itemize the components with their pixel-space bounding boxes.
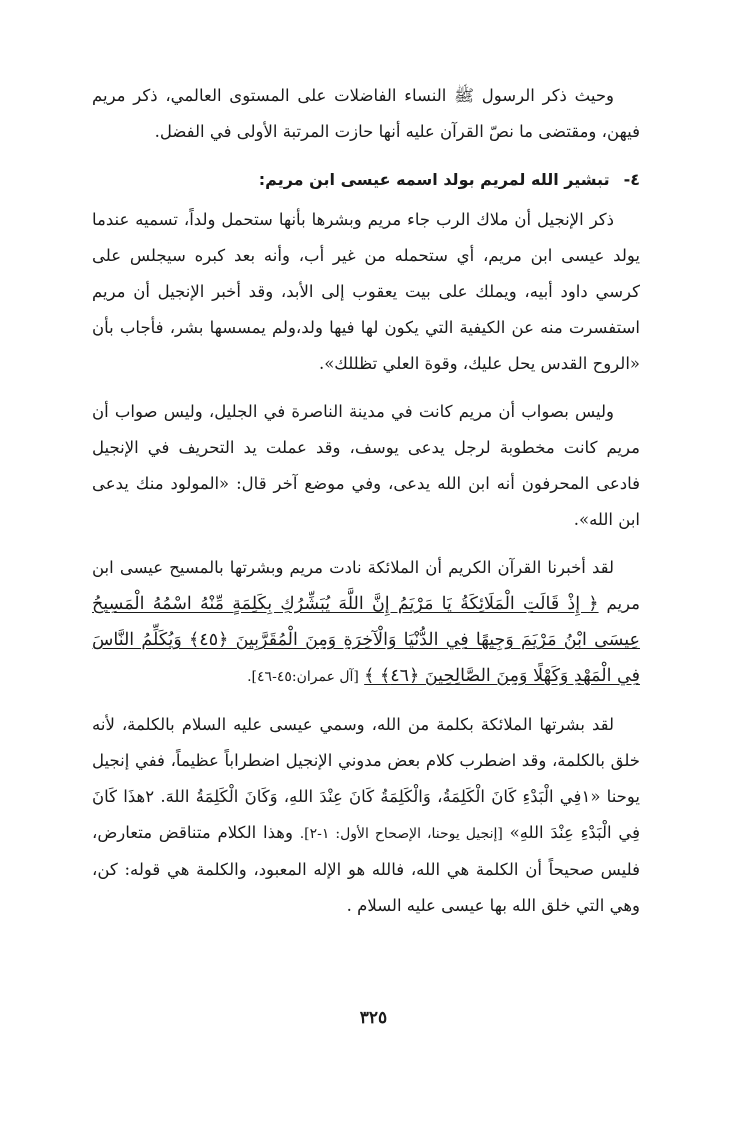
section-heading xyxy=(92,162,640,198)
paragraph-4-intro: لقد أخبرنا القرآن الكريم أن الملائكة نادت مريم وبشرتها بالمسيح عيسى ابن مريم xyxy=(92,558,640,613)
section-title: تبشير الله لمريم بولد اسمه عيسى ابن مريم: xyxy=(258,170,610,189)
paragraph-1: وحيث ذكر الرسول ﷺ النساء الفاضلات على المستوى العالمي، ذكر مريم فيهن، ومقتضى ما نصّ القرآن عليه أنها حازت المرتبة الأولى في الفضل. xyxy=(92,86,640,141)
verse-reference: [آل عمران:٤٥-٤٦]. xyxy=(247,669,359,685)
paragraph-3: وليس بصواب أن مريم كانت في مدينة الناصرة في الجليل، وليس صواب أن مريم كانت مخطوبة لرجل يدعى يوسف، وقد عملت يد التحريف في الإنجيل فادعى المحرفون أنه ابن الله يدعى، وفي موضع آخر قال: «المولود منك يدعى ابن الله». xyxy=(92,402,640,529)
paragraph-5-part2: وهذا الكلام متناقض متعارض، فليس صحيحاً أن الكلمة هي الله، فالله هو الإله المعبود، والكلمة هي قوله: كن، وهي التي خلق الله بها عيسى عليه السلام . xyxy=(92,823,640,915)
page-number: ٣٢٥ xyxy=(359,1008,388,1028)
paragraph-5 xyxy=(92,707,640,924)
quran-verse: ﴿ إِذْ قَالَتِ الْمَلَائِكَةُ يَا مَرْيَمُ إِنَّ اللَّهَ يُبَشِّرُكِ بِكَلِمَةٍ مِّنْهُ اسْمُهُ الْمَسِيحُ عِيسَى ابْنُ مَرْيَمَ وَجِيهًا فِي الدُّنْيَا وَالْآخِرَةِ وَمِنَ الْمُقَرَّبِينَ ﴿٤٥﴾ وَيُكَلِّمُ النَّاسَ فِي الْمَهْدِ وَكَهْلًا وَمِنَ الصَّالِحِينَ ﴿٤٦﴾ ﴾ xyxy=(92,594,640,686)
gospel-reference: [إنجيل يوحنا، الإصحاح الأول: ١-٢]. xyxy=(299,826,503,842)
paragraph-4 xyxy=(92,550,640,695)
paragraph-2: ذكر الإنجيل أن ملاك الرب جاء مريم وبشرها بأنها ستحمل ولداً، تسميه عندما يولد عيسى ابن مريم، أي ستحمله من غير أب، وأنه بعد كبره سيجلس على كرسي داود أبيه، ويملك على بيت يعقوب إلى الأبد، وقد أخبر الإنجيل أن مريم استفسرت منه عن الكيفية التي يكون لها فيها ولد،ولم يمسسها بشر، فأجاب بأن «الروح القدس يحل عليك، وقوة العلي تظللك». xyxy=(92,210,640,373)
section-number: ٤- xyxy=(623,170,640,189)
page-body xyxy=(92,78,640,936)
paragraph-5-part1: لقد بشرتها الملائكة بكلمة من الله، وسمي عيسى عليه السلام بالكلمة، لأنه خلق بالكلمة، وقد اضطرب كلام بعض مدوني الإنجيل اضطراباً عظيماً، ففي إنجيل يوحنا «١فِي الْبَدْءِ كَانَ الْكَلِمَةُ، وَالْكَلِمَةُ كَانَ عِنْدَ اللهِ، وَكَانَ الْكَلِمَةُ اللهَ. ٢هذَا كَانَ فِي الْبَدْءِ عِنْدَ اللهِ» xyxy=(92,715,641,842)
